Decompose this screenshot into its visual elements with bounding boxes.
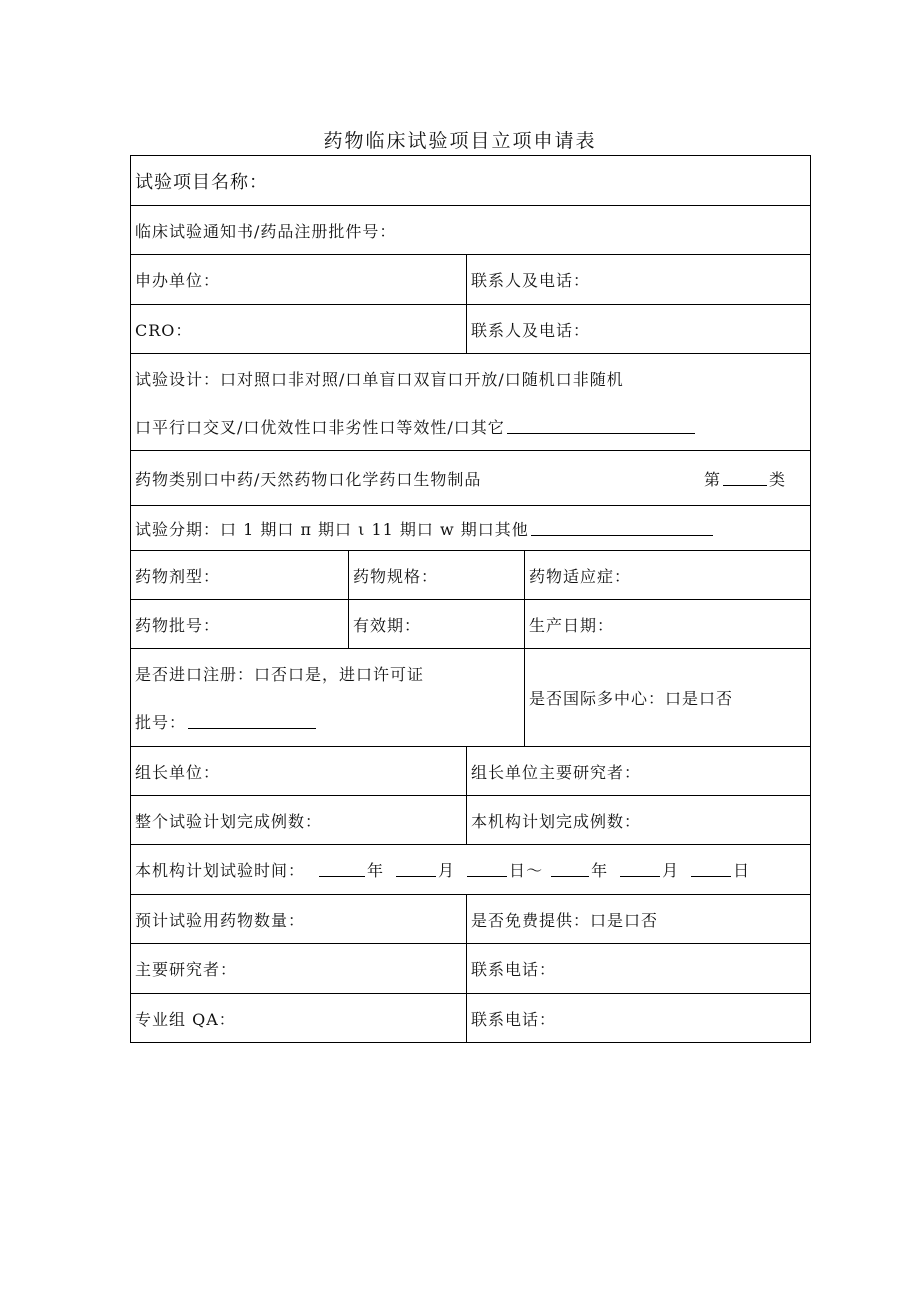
category-number-blank[interactable]	[723, 471, 767, 486]
start-month-unit: 月	[438, 861, 456, 880]
dosage-form-label[interactable]: 药物剂型：	[131, 551, 349, 599]
indication-label[interactable]: 药物适应症：	[525, 551, 811, 599]
site-time-label: 本机构计划试验时间：	[135, 861, 306, 880]
row-sponsor	[131, 255, 811, 305]
start-year-unit: 年	[367, 861, 385, 880]
start-day-unit: 日	[509, 861, 527, 880]
row-trial-design	[131, 354, 811, 451]
end-month-blank[interactable]	[620, 862, 660, 877]
row-project-name	[131, 156, 811, 206]
row-qa	[131, 994, 811, 1043]
date-range-tilde: ～	[526, 861, 544, 880]
category-prefix: 第	[703, 469, 721, 489]
import-registration-cell[interactable]	[131, 649, 525, 746]
trial-phase-cell[interactable]	[131, 506, 811, 550]
pi-label[interactable]: 主要研究者：	[131, 944, 467, 993]
sponsor-contact-label[interactable]: 联系人及电话：	[467, 255, 811, 304]
site-time-cell[interactable]	[131, 845, 811, 894]
sponsor-label[interactable]: 申办单位：	[131, 255, 467, 304]
end-year-unit: 年	[591, 861, 609, 880]
trial-design-line-1: 试验设计：口对照口非对照/口单盲口双盲口开放/口随机口非随机	[135, 369, 624, 389]
drug-category-label: 药物类别口中药/天然药物口化学药口生物制品	[135, 469, 482, 489]
trial-design-options-2: 口平行口交叉/口优效性口非劣性口等效性/口其它	[135, 417, 505, 437]
import-line-2	[135, 710, 318, 733]
specification-label[interactable]: 药物规格：	[349, 551, 525, 599]
row-approval-no	[131, 206, 811, 255]
row-site-time	[131, 845, 811, 895]
batch-no-label[interactable]: 药物批号：	[131, 600, 349, 648]
project-name-label[interactable]: 试验项目名称：	[131, 156, 811, 205]
end-year-blank[interactable]	[551, 862, 589, 877]
trial-phase-label: 试验分期：口 1 期口 π 期口 ι 11 期口 w 期口其他	[135, 519, 529, 539]
cro-contact-label[interactable]: 联系人及电话：	[467, 305, 811, 353]
import-batch-blank[interactable]	[188, 714, 316, 729]
phase-other-blank[interactable]	[531, 521, 713, 536]
import-line-1: 是否进口注册：口否口是，进口许可证	[135, 664, 425, 684]
row-drug-category	[131, 451, 811, 506]
qa-phone-label[interactable]: 联系电话：	[467, 994, 811, 1042]
import-batch-label: 批号：	[135, 713, 187, 733]
approval-no-label[interactable]: 临床试验通知书/药品注册批件号：	[131, 206, 811, 254]
row-planned-cases	[131, 796, 811, 845]
end-day-unit: 日	[733, 861, 751, 880]
expiry-label[interactable]: 有效期：	[349, 600, 525, 648]
form-title: 药物临床试验项目立项申请表	[323, 130, 597, 152]
category-suffix: 类	[768, 469, 786, 489]
row-cro	[131, 305, 811, 354]
start-month-blank[interactable]	[396, 862, 436, 877]
drug-category-cell[interactable]	[131, 451, 811, 505]
leader-pi-label[interactable]: 组长单位主要研究者：	[467, 747, 811, 795]
pi-phone-label[interactable]: 联系电话：	[467, 944, 811, 993]
qa-label[interactable]: 专业组 QA：	[131, 994, 467, 1042]
row-pi	[131, 944, 811, 994]
application-form	[130, 155, 811, 1043]
drug-quantity-label[interactable]: 预计试验用药物数量：	[131, 895, 467, 943]
trial-design-cell[interactable]	[131, 354, 811, 450]
trial-design-line-2	[135, 415, 697, 438]
row-import-registration	[131, 649, 811, 747]
end-day-blank[interactable]	[691, 862, 731, 877]
row-drug-quantity	[131, 895, 811, 944]
total-cases-label[interactable]: 整个试验计划完成例数：	[131, 796, 467, 844]
cro-label[interactable]: CRO：	[131, 305, 467, 353]
design-other-blank[interactable]	[507, 419, 695, 434]
free-supply-label[interactable]: 是否免费提供：口是口否	[467, 895, 811, 943]
row-trial-phase	[131, 506, 811, 551]
end-month-unit: 月	[662, 861, 680, 880]
row-drug-info	[131, 551, 811, 600]
start-year-blank[interactable]	[319, 862, 365, 877]
row-leader-unit	[131, 747, 811, 796]
row-batch-info	[131, 600, 811, 649]
site-cases-label[interactable]: 本机构计划完成例数：	[467, 796, 811, 844]
start-day-blank[interactable]	[467, 862, 507, 877]
production-date-label[interactable]: 生产日期：	[525, 600, 811, 648]
multicenter-label[interactable]: 是否国际多中心：口是口否	[525, 649, 811, 746]
leader-unit-label[interactable]: 组长单位：	[131, 747, 467, 795]
